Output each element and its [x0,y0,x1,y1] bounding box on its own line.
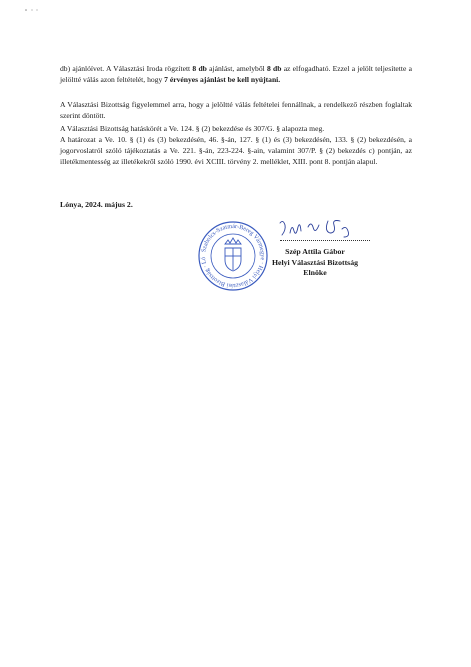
legal-basis-competence: A Választási Bizottság hatáskörét a Ve. 124. § (2) bekezdése és 307/G. § alapozta meg. [60,124,325,133]
signatory-name: Szép Attila Gábor [285,247,345,256]
legal-basis-references: A határozat a Ve. 10. § (1) és (3) bekezdésén, 46. §-án, 127. § (1) és (3) bekezdésén, 133. § (2) bekezdésén, a jogorvoslatról szóló tájékoztatás a Ve. 221. §-án, 223-224. §-ain, valamint 307/P. § (2) bekezdés c) pontján, az illetékmentesség az illetékekről szóló 1990. évi XCIII. törvény 2. melléklet, XIII. pont 8. pontján alapul. [60,135,412,166]
signature-line [280,240,370,241]
signatory-block [250,247,380,279]
text-run: az elfogadható. Ezzel a jelölt teljesítette a jelöltté válás azon feltételét, hogy [60,63,412,84]
document-date: Lónya, 2024. május 2. [60,200,133,209]
scan-artifact [24,8,40,12]
text-run: db) ajánlóívet. A Választási Iroda rögzített [60,63,193,73]
emphasized-text: 8 db [266,63,282,73]
paragraph-legal-basis [60,123,412,167]
svg-text:Szabolcs-Szatmár-Bereg Vármegy: Szabolcs-Szatmár-Bereg Vármegye · Helyi Választási Bizottság · Ló [199,222,267,290]
signatory-title: Helyi Választási Bizottság [271,257,359,267]
text-run: ajánlást, amelyből [206,63,267,73]
paragraph-accepted-recommendations [60,63,412,85]
emphasized-text: 8 db [192,63,207,73]
paragraph-decision: A Választási Bizottság figyelemmel arra, hogy a jelöltté válás feltételei fennállnak, a rendelkező részben foglaltak szerint döntött. [60,99,412,120]
emphasized-text: 7 érvényes ajánlást be kell nyújtani. [164,74,281,84]
signatory-role: Elnöke [303,268,327,277]
